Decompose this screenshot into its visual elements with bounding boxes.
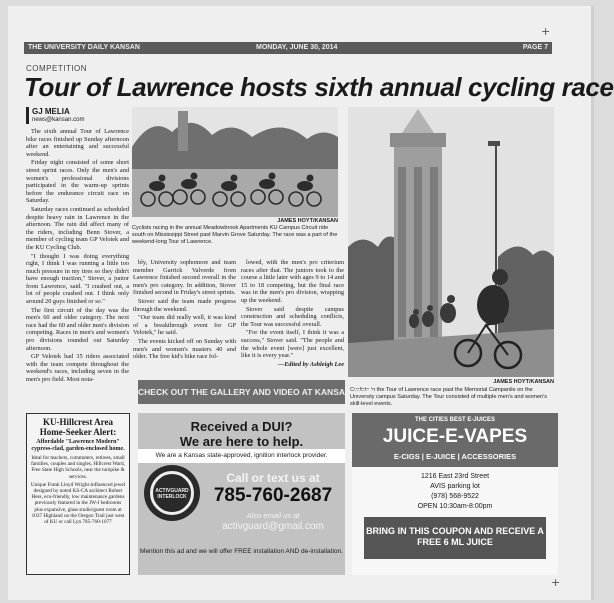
ad-title: KU-Hillcrest Area Home-Seeker Alert:: [39, 417, 117, 437]
paragraph: Friday night consisted of some short street sprint races. Only the men's and women's professional divisions participated in the warm-up sprints before the endurance circuit race on Saturday.: [26, 159, 129, 205]
crop-mark-bottom: +: [551, 576, 561, 589]
page-header-bar: [24, 42, 552, 54]
paragraph: The first circuit of the day was the men's 60 and older category. The next race had the 60 and older men's division competing. Races in men's and women's pro divisions rounded out Saturday afternoon.: [26, 306, 129, 352]
cyclists-photo: [132, 107, 338, 217]
ad-brand: JUICE-E-VAPES: [382, 426, 528, 447]
ad-hours: OPEN 10:30am-8:00pm: [417, 503, 493, 510]
ad-footer: Mention this ad and we will offer FREE installation AND de-installation.: [140, 548, 343, 555]
ad-email-label: Also email us at: [246, 511, 300, 520]
photo-credit: JAMES HOYT/KANSAN: [277, 218, 338, 224]
ad-email[interactable]: activguard@gmail.com: [222, 521, 324, 532]
page-number: PAGE 7: [522, 44, 548, 51]
vape-ad: [352, 413, 558, 575]
dui-ad: [138, 413, 345, 575]
ad-header-band: [352, 413, 558, 467]
article-column-2: [133, 259, 236, 377]
headline: Tour of Lawrence hosts sixth annual cycling race: [24, 72, 614, 102]
ad-address-line1: 1216 East 23rd Street: [420, 473, 490, 480]
logo-text: ACTIVGUARD INTERLOCK: [155, 488, 189, 500]
issue-date: MONDAY, JUNE 30, 2014: [256, 44, 338, 51]
photo-caption: Cyclists racing in the annual Meadowbrook Apartments KU Campus Circuit ride south on Mississippi Street past Marvin Grove Saturday. The race was a part of the weekend-long Tour of Lawrence.: [132, 225, 338, 245]
article-column-1: [26, 128, 129, 383]
ad-headline-line1: Received a DUI?: [190, 419, 293, 434]
gallery-link-banner[interactable]: CHECK OUT THE GALLERY AND VIDEO AT KANSAN.COM: [138, 380, 345, 404]
paragraph: bly, University sophomore and team member Garrick Valverde from Lawrence finished second overall in the men's pro category. In addition, Stover finished second in Friday's street sprints.: [133, 259, 236, 297]
paragraph: Saturday races continued as scheduled despite heavy rain in Lawrence in the afternoon. The rain did affect many of the riders, including Benn Stover, a member of cycling team GP Velotek and the KU Cycling Club.: [26, 205, 129, 251]
photo-credit: JAMES HOYT/KANSAN: [493, 379, 554, 385]
paragraph: Stover said the team made progress through the weekend.: [133, 297, 236, 313]
paragraph: "I thought I was doing everything right, I think I was running a little too much pressure in my tires so they didn't have enough traction," Stover, a junior from Lawrence, said. "I crashed out, a lot of people crashed out. I think only around 20 guys finished or so.": [26, 252, 129, 306]
paragraph: Stover said despite campus construction and scheduling conflicts, the Tour was successful overall.: [241, 305, 344, 328]
campanile-photo: [348, 107, 554, 377]
ad-address-line2: AVIS parking lot: [430, 483, 480, 490]
paragraph: The sixth annual Tour of Lawrence bike races finished up Sunday afternoon after an entertaining and successful weekend.: [26, 128, 129, 158]
ad-categories: E-CIGS | E-JUICE | ACCESSORIES: [393, 452, 517, 461]
ad-subheading: We are a Kansas state-approved, ignition interlock provider.: [138, 449, 345, 463]
paragraph: lowed, with the men's pro criterium races after that. The juniors took to the course a little later with ages 9 to 14 and 15 to 18 competing, but the final race was in the men's pro division, wrapping up the weekend.: [241, 259, 344, 304]
coupon-box: BRING IN THIS COUPON AND RECEIVE A FREE 6 ML JUICE: [364, 517, 546, 559]
paper-name: THE UNIVERSITY DAILY KANSAN: [28, 44, 140, 51]
article-column-3: [241, 259, 344, 377]
section-kicker: COMPETITION: [26, 64, 88, 73]
ad-tagline: THE CITIES BEST E-JUICES: [414, 417, 495, 423]
photo-caption: Cyclists in the Tour of Lawrence race past the Memorial Campanile on the University campus Saturday. The Tour consisted of multiple men's and women's skill-level events.: [350, 387, 548, 407]
ad-address-block: [352, 472, 558, 512]
activguard-logo: [144, 465, 200, 521]
ad-phone[interactable]: 785-760-2687: [213, 485, 333, 506]
home-seeker-ad: [26, 413, 130, 575]
crop-mark-top: +: [541, 25, 551, 38]
byline: [26, 107, 84, 124]
ad-headline: [138, 419, 345, 449]
ad-subtitle: Affordable "Lawrence Modern" cypress-clad, garden-enclosed home.: [31, 439, 125, 452]
ad-headline-line2: We are here to help.: [179, 434, 304, 449]
author-name: GJ MELIA: [32, 107, 70, 116]
editor-credit: —Edited by Ashleigh Lee: [277, 360, 344, 368]
paragraph: "For the event itself, I think it was a success," Stover said. "The people and the whole event [were] just excellent, like it is every year.": [241, 329, 344, 360]
ad-call-label: Call or text us at: [226, 471, 320, 485]
paragraph: The events kicked off on Sunday with men's and women's masters 40 and older. The free kid's bike race fol-: [133, 337, 236, 361]
ad-phone[interactable]: (978) 568-9522: [431, 493, 479, 500]
paragraph: GP Velotek had 35 riders associated with the team compete throughout the weekend's races, including seven in the men's pro field. Most nota-: [26, 353, 129, 383]
ad-body: Ideal for teachers, commuters, retirees, small families, couples and singles, Hillcrest Ward, Free State High Schools, near the turnpike & services.: [31, 455, 125, 480]
author-email: news@kansan.com: [32, 117, 85, 123]
paragraph: "Our team did really well, it was kind of a breakthrough event for GP Velotek," he said.: [133, 314, 236, 337]
ad-body: Unique Frank Lloyd Wright-influenced jewel designed by noted KS-CA architect Robert Hess, eco-friendly, low maintenance gardens previously featured in the JW-J bedrooms plus expansive, glass studio/guest room at 1037 Highland on the Oregon Trail just west of KU or call Lyn 785-760-1077: [30, 481, 126, 526]
